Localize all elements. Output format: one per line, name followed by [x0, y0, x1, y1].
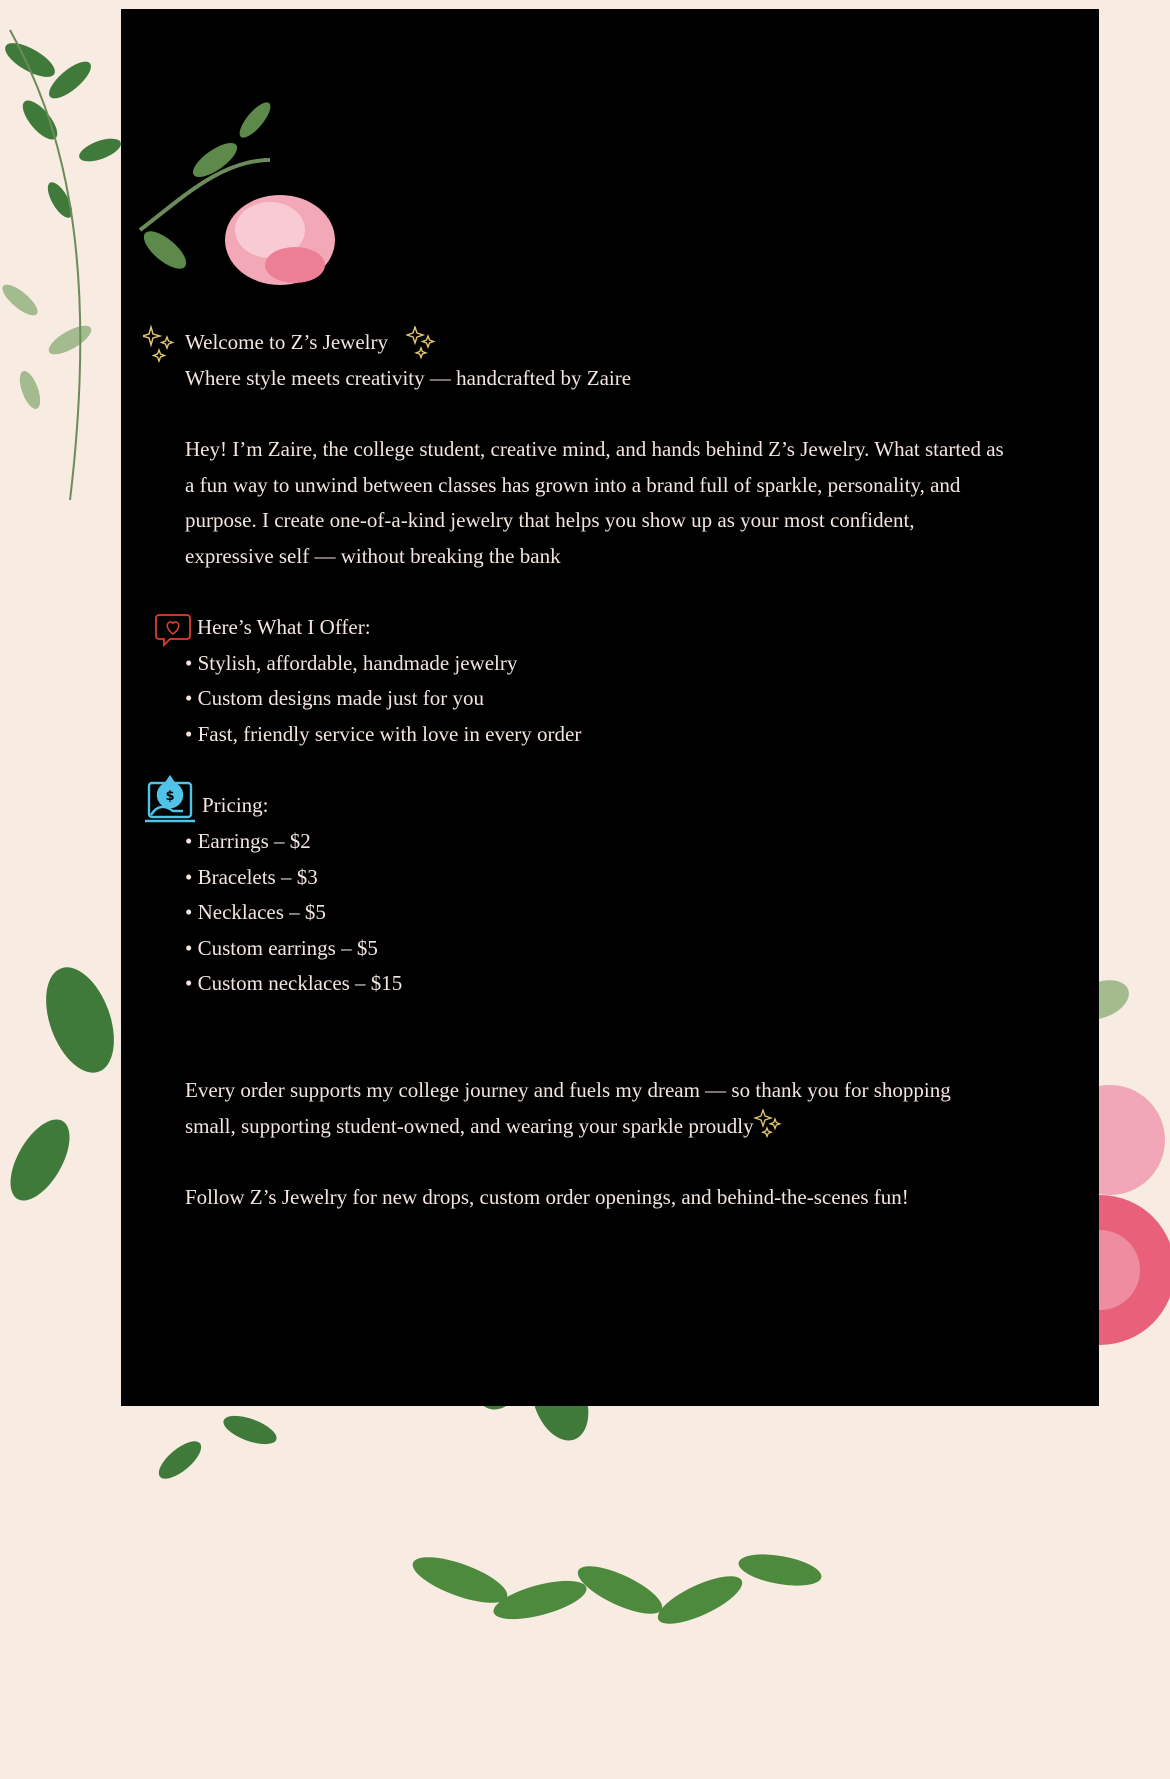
svg-text:$: $: [165, 789, 175, 804]
page-title: Welcome to Z’s Jewelry: [185, 330, 388, 354]
intro-paragraph: Hey! I’m Zaire, the college student, creative mind, and hands behind Z’s Jewelry. What started as a fun way to unwind between classes has grown into a brand full of sparkle, personality, and purpose. I create one-of-a-kind jewelry that helps you show up as your most confident, expressive self — without breaking the bank: [185, 437, 1004, 568]
offer-item: • Stylish, affordable, handmade jewelry: [185, 651, 518, 675]
price-item: • Custom earrings – $5: [185, 936, 378, 960]
closing-paragraph: [185, 1073, 1005, 1144]
offer-item: • Custom designs made just for you: [185, 686, 485, 710]
offer-heading: Here’s What I Offer:: [197, 615, 371, 639]
closing-text: Every order supports my college journey and fuels my dream — so thank you for shopping small, supporting student-owned, and wearing your sparkle proudly: [185, 1078, 951, 1138]
heart-speech-bubble-icon: [154, 612, 192, 648]
price-item: • Earrings – $2: [185, 829, 311, 853]
price-item: • Necklaces – $5: [185, 900, 326, 924]
money-bag-hand-icon: [143, 771, 197, 827]
price-item: • Bracelets – $3: [185, 865, 318, 889]
tagline: Where style meets creativity — handcrafted by Zaire: [185, 366, 632, 390]
follow-line: Follow Z’s Jewelry for new drops, custom order openings, and behind-the-scenes fun!: [185, 1185, 909, 1209]
sparkle-icon: [143, 325, 175, 365]
offer-item: • Fast, friendly service with love in every order: [185, 722, 582, 746]
price-item: • Custom necklaces – $15: [185, 971, 403, 995]
sparkle-icon: [754, 1109, 782, 1139]
pricing-heading: Pricing:: [202, 793, 269, 817]
sparkle-icon: [406, 326, 438, 360]
